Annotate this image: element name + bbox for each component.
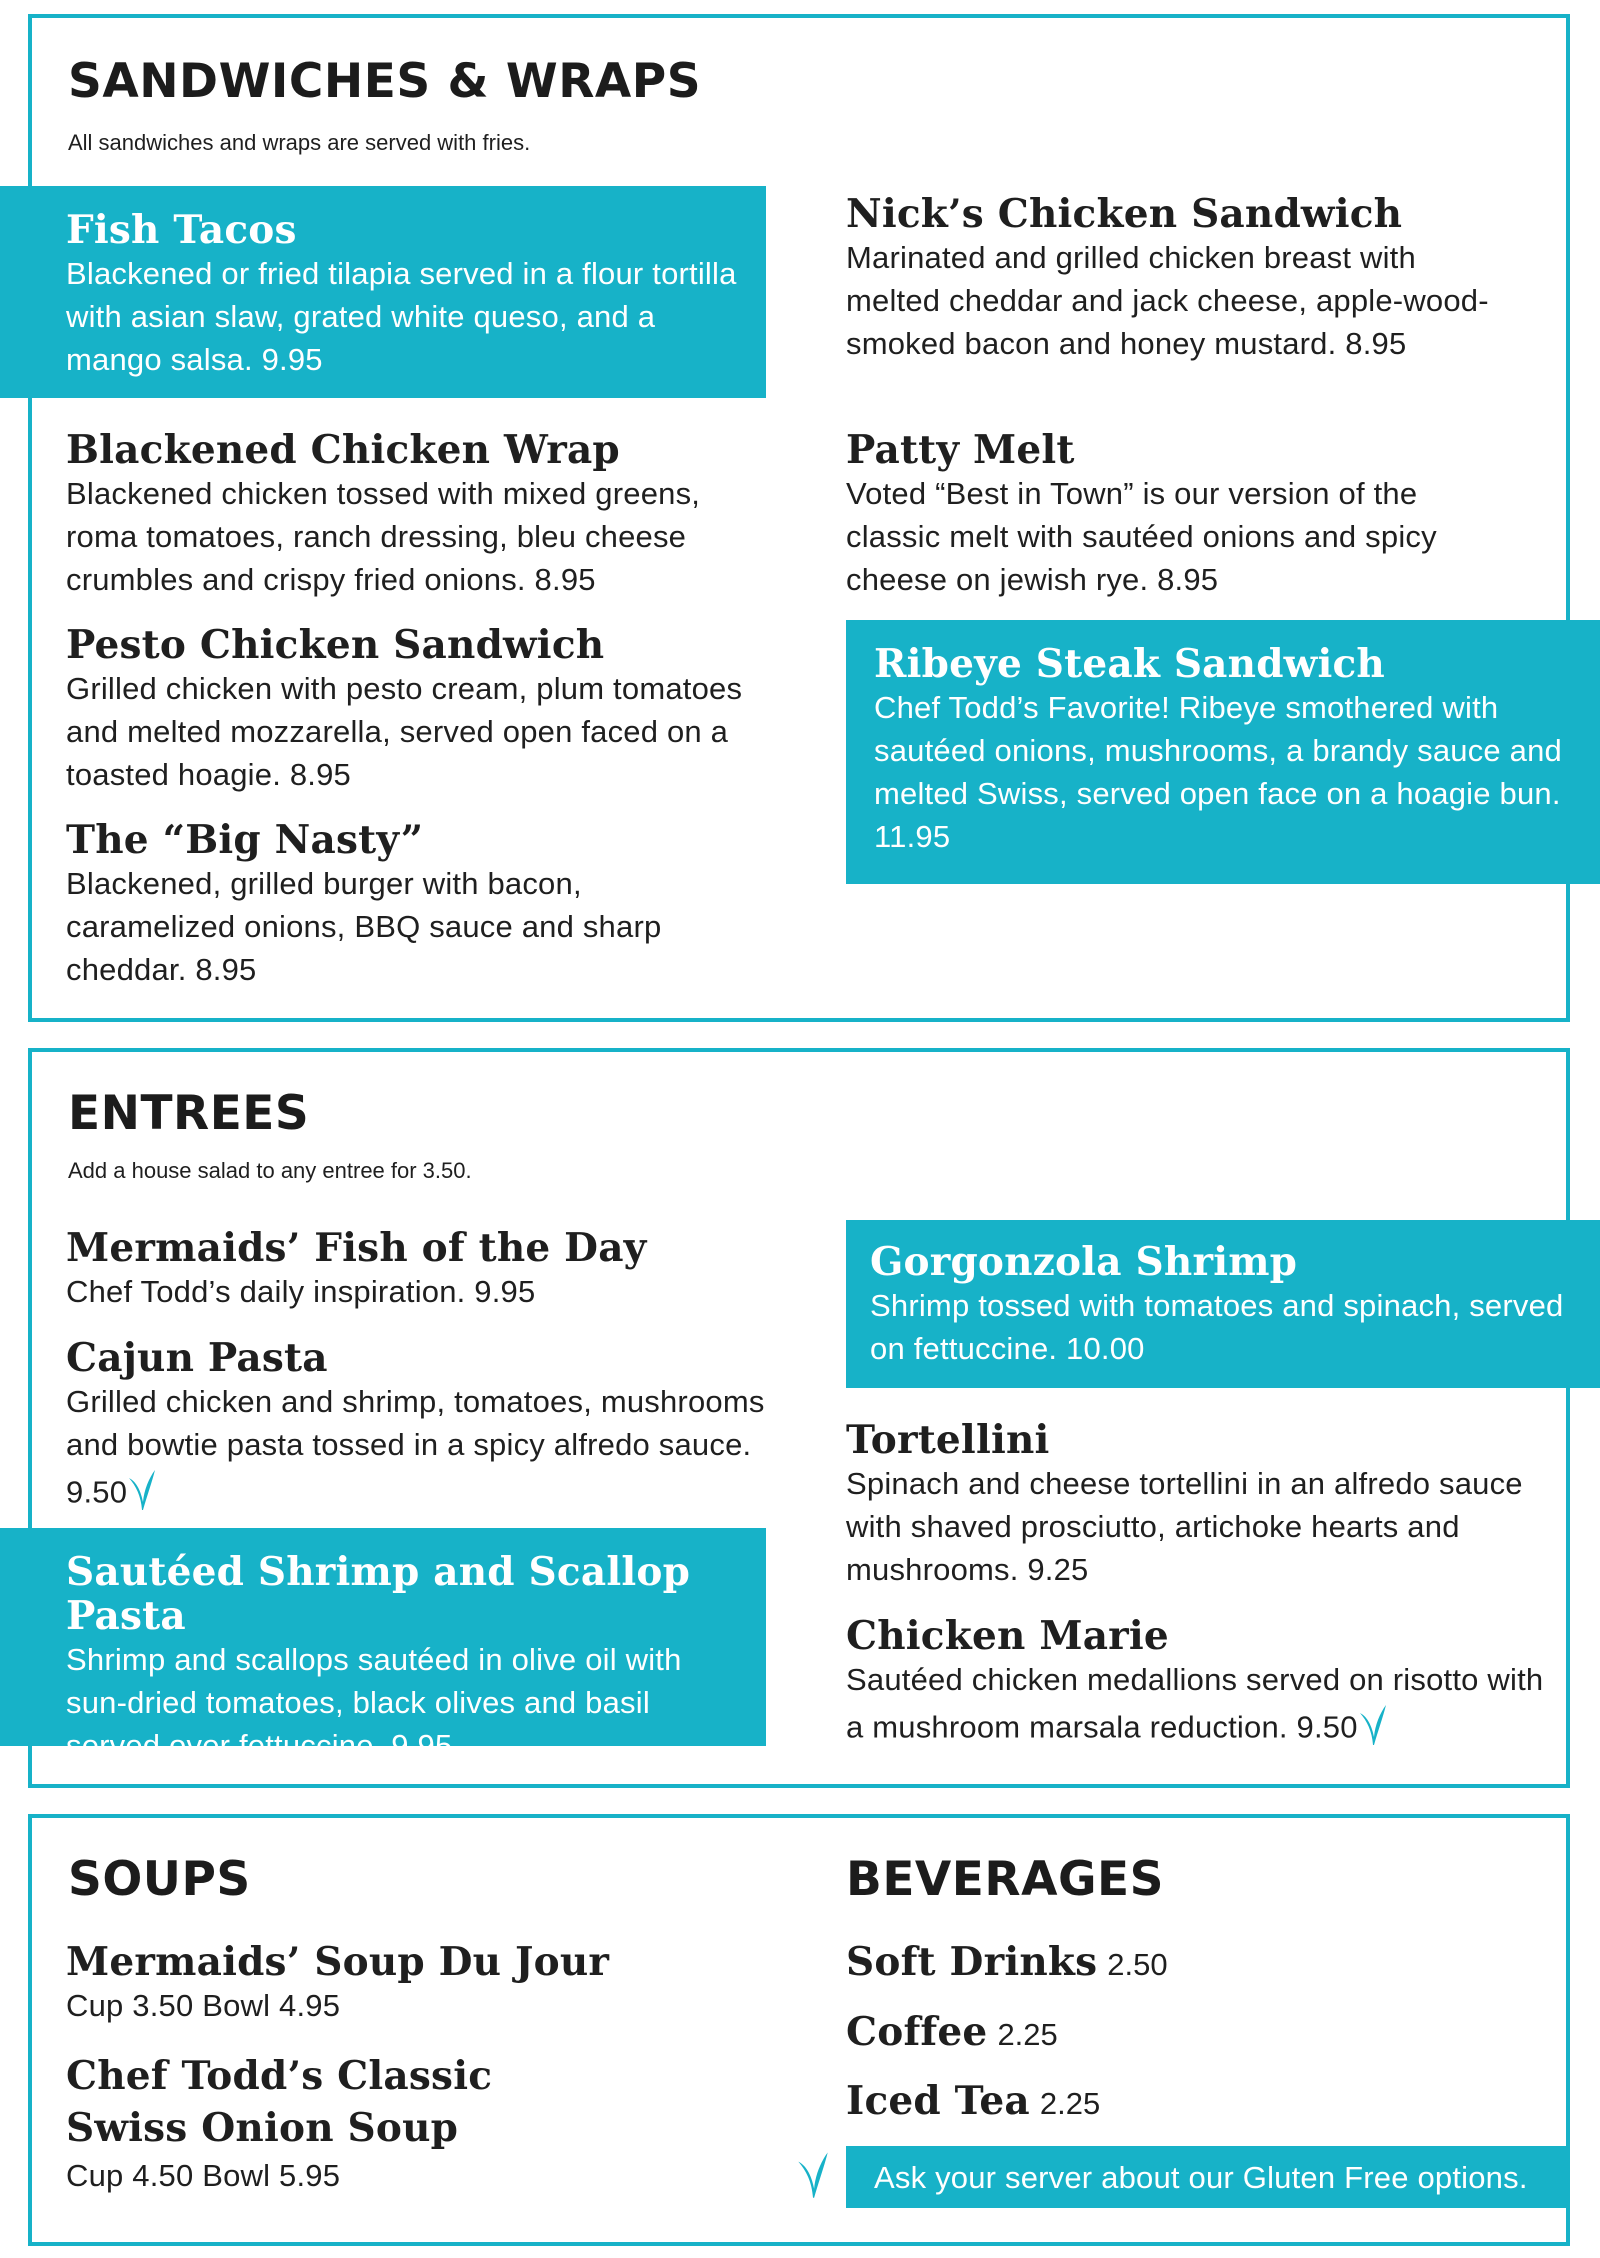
item-desc: Marinated and grilled chicken breast with melted cheddar and jack cheese, apple-wood-smoked bacon and honey mustard. 8.95 <box>846 240 1489 361</box>
item-desc: Blackened, grilled burger with bacon, caramelized onions, BBQ sauce and sharp cheddar. 8.95 <box>66 866 662 987</box>
soup-item-du-jour <box>66 1940 746 2027</box>
menu-item-shrimp-scallop-pasta <box>0 1528 766 1763</box>
item-desc: Blackened or fried tilapia served in a flour tortilla with asian slaw, grated white queso, and a mango salsa. 9.95 <box>66 256 737 377</box>
beverage-item-iced-tea <box>846 2079 1100 2126</box>
item-name: Blackened Chicken Wrap <box>66 427 620 473</box>
item-desc <box>846 1658 1546 1758</box>
item-name: Pesto Chicken Sandwich <box>66 622 605 668</box>
item-name: Mermaids’ Fish of the Day <box>66 1225 647 1271</box>
beverages-title: BEVERAGES <box>846 1852 1165 1907</box>
soup-item-swiss-onion <box>66 2050 626 2197</box>
item-name: Chef Todd’s Classic Swiss Onion Soup <box>66 2053 493 2151</box>
menu-item-blackened-chicken-wrap <box>66 428 756 601</box>
item-desc: Grilled chicken with pesto cream, plum tomatoes and melted mozzarella, served open faced on a toasted hoagie. 8.95 <box>66 671 743 792</box>
item-desc-text: Sautéed chicken medallions served on risotto with a mushroom marsala reduction. 9.50 <box>846 1662 1544 1745</box>
gluten-free-note-text: Ask your server about our Gluten Free options. <box>874 2160 1528 2195</box>
item-name: Patty Melt <box>846 427 1075 473</box>
item-name: Cajun Pasta <box>66 1335 328 1381</box>
menu-item-gorgonzola-shrimp <box>846 1220 1600 1388</box>
wheat-leaf-icon <box>1358 1701 1388 1758</box>
beverage-price: 2.25 <box>997 2017 1058 2052</box>
item-desc: Shrimp tossed with tomatoes and spinach, served on fettuccine. 10.00 <box>870 1288 1564 1366</box>
item-name: The “Big Nasty” <box>66 817 424 863</box>
item-desc <box>66 1380 786 1523</box>
beverage-price: 2.25 <box>1039 2086 1101 2121</box>
item-name <box>846 2010 1058 2057</box>
menu-item-nicks-chicken-sandwich <box>846 192 1506 365</box>
item-name: Fish Tacos <box>66 207 297 253</box>
wheat-leaf-icon <box>127 1466 157 1523</box>
gluten-free-note <box>846 2146 1570 2208</box>
soups-title: SOUPS <box>68 1852 251 1907</box>
menu-item-big-nasty <box>66 818 756 991</box>
beverage-name: Coffee <box>846 2009 988 2055</box>
sandwiches-note: All sandwiches and wraps are served with fries. <box>68 130 531 155</box>
item-desc: Spinach and cheese tortellini in an alfredo sauce with shaved prosciutto, artichoke hearts and mushrooms. 9.25 <box>846 1466 1523 1587</box>
item-desc-text: Grilled chicken and shrimp, tomatoes, mushrooms and bowtie pasta tossed in a spicy alfredo sauce. 9.50 <box>66 1384 765 1510</box>
menu-item-pesto-chicken-sandwich <box>66 623 756 796</box>
menu-item-fish-of-the-day <box>66 1226 756 1313</box>
beverage-item-soft-drinks <box>846 1940 1168 1987</box>
item-desc: Voted “Best in Town” is our version of the classic melt with sautéed onions and spicy cheese on jewish rye. 8.95 <box>846 476 1437 597</box>
beverage-price: 2.50 <box>1107 1947 1168 1982</box>
item-name: Nick’s Chicken Sandwich <box>846 191 1403 237</box>
item-desc: Cup 4.50 Bowl 5.95 <box>66 2158 341 2193</box>
item-name: Gorgonzola Shrimp <box>870 1239 1298 1285</box>
wheat-leaf-icon <box>796 2148 830 2205</box>
entrees-note: Add a house salad to any entree for 3.50. <box>68 1158 472 1183</box>
menu-item-cajun-pasta <box>66 1336 786 1523</box>
item-desc: Chef Todd’s daily inspiration. 9.95 <box>66 1274 536 1309</box>
sandwiches-title: SANDWICHES & WRAPS <box>68 54 702 109</box>
item-desc: Shrimp and scallops sautéed in olive oil with sun-dried tomatoes, black olives and basil served over fettuccine. 9.95 <box>66 1642 682 1763</box>
menu-item-ribeye-steak-sandwich <box>846 620 1600 884</box>
item-name: Ribeye Steak Sandwich <box>874 641 1385 687</box>
entrees-title: ENTREES <box>68 1086 310 1141</box>
item-desc: Chef Todd’s Favorite! Ribeye smothered with sautéed onions, mushrooms, a brandy sauce and melted Swiss, served open face on a hoagie bun. 11.95 <box>874 690 1562 854</box>
item-desc: Blackened chicken tossed with mixed greens, roma tomatoes, ranch dressing, bleu cheese crumbles and crispy fried onions. 8.95 <box>66 476 701 597</box>
item-desc: Cup 3.50 Bowl 4.95 <box>66 1988 341 2023</box>
item-name: Mermaids’ Soup Du Jour <box>66 1939 610 1985</box>
menu-item-fish-tacos <box>0 186 766 398</box>
item-name: Chicken Marie <box>846 1613 1169 1659</box>
beverage-name: Soft Drinks <box>846 1939 1098 1985</box>
menu-item-patty-melt <box>846 428 1506 601</box>
item-name <box>846 1940 1168 1987</box>
menu-item-tortellini <box>846 1418 1526 1591</box>
item-name: Sautéed Shrimp and Scallop Pasta <box>66 1549 691 1639</box>
item-name: Tortellini <box>846 1417 1050 1463</box>
item-name <box>846 2079 1100 2126</box>
menu-item-chicken-marie <box>846 1614 1546 1758</box>
beverage-name: Iced Tea <box>846 2078 1030 2124</box>
beverage-item-coffee <box>846 2010 1058 2057</box>
